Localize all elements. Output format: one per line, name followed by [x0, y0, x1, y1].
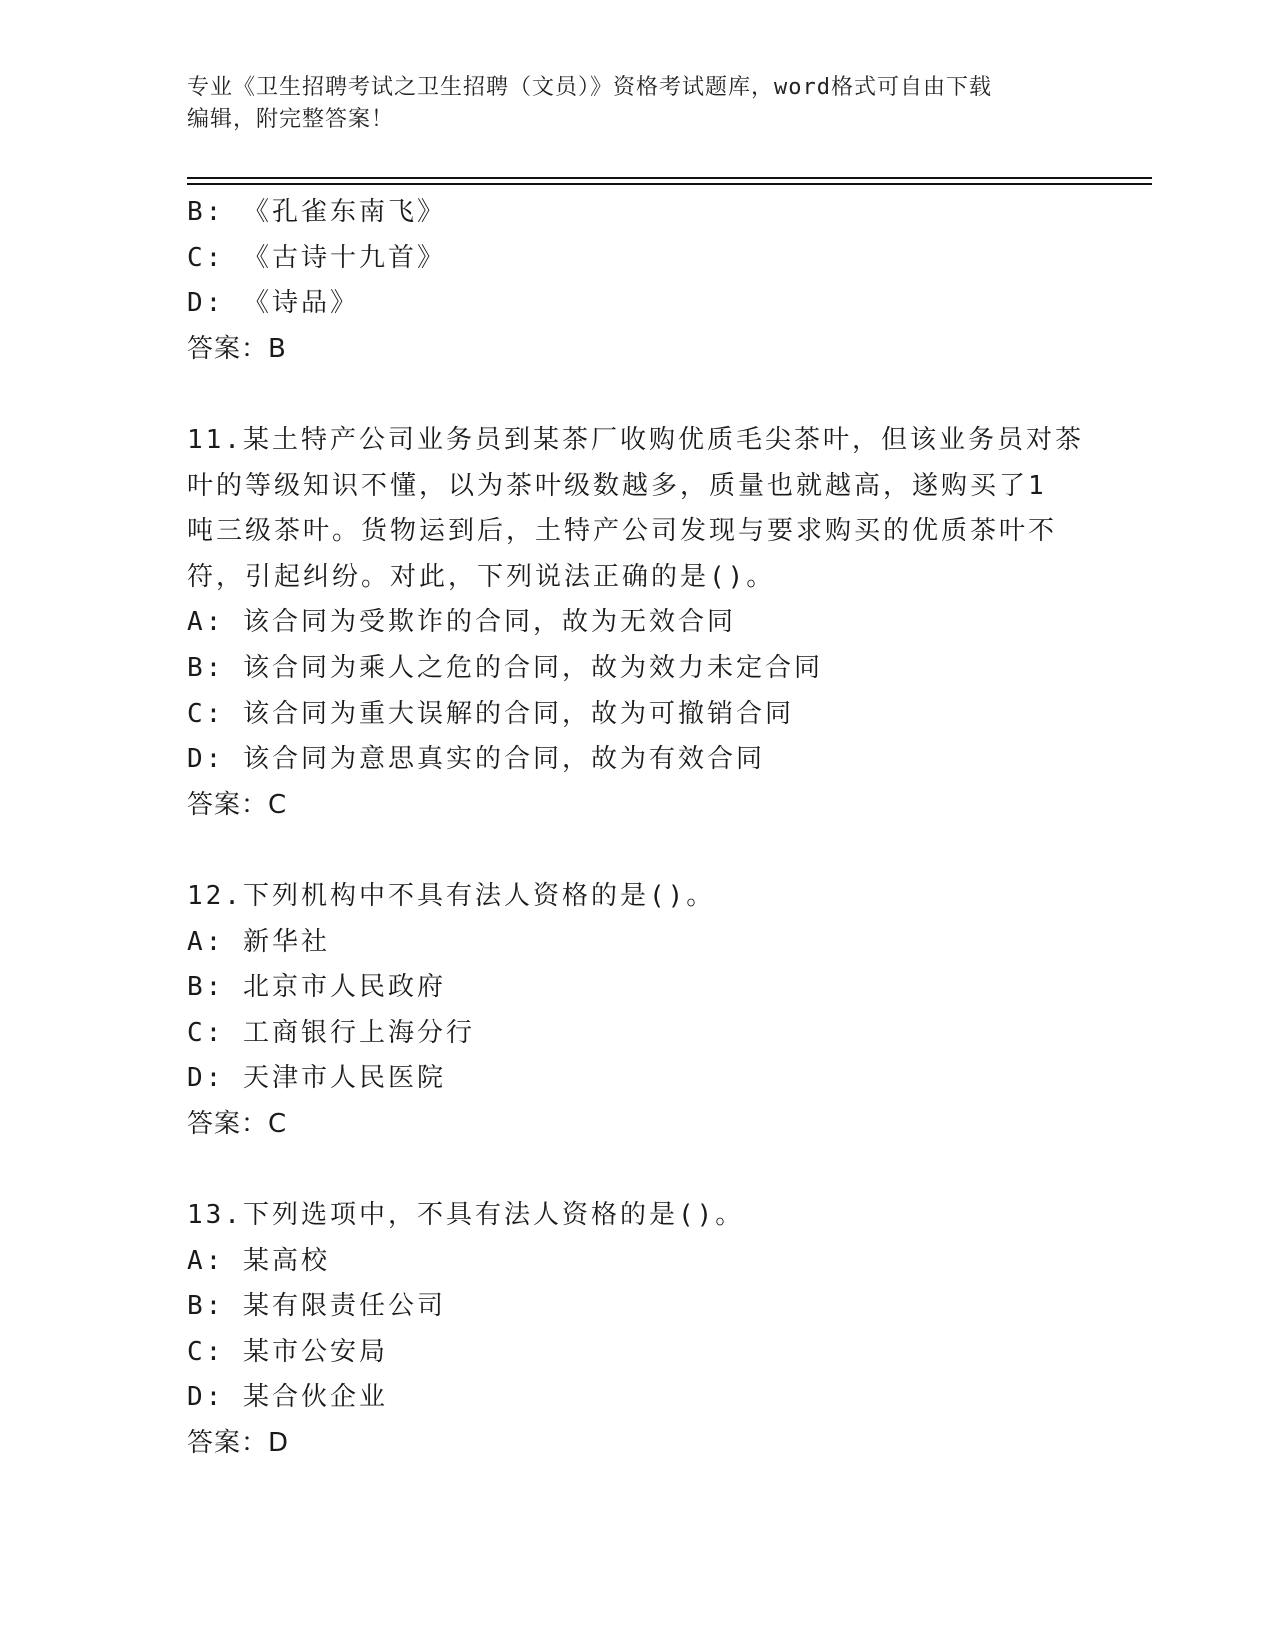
spacer — [187, 828, 1087, 874]
question-stem-line: 13.下列选项中，不具有法人资格的是()。 — [187, 1200, 745, 1231]
question-11 — [187, 418, 1087, 828]
option-c: C: 《古诗十九首》 — [187, 242, 446, 273]
option-c: C: 某市公安局 — [187, 1336, 388, 1367]
question-stem-line: 吨三级茶叶。货物运到后，土特产公司发现与要求购买的优质茶叶不 — [187, 516, 1058, 547]
option-c: C: 该合同为重大误解的合同，故为可撤销合同 — [187, 698, 794, 729]
question-stem-line: 符，引起纠纷。对此，下列说法正确的是()。 — [187, 561, 776, 592]
question-stem-line: 11.某土特产公司业务员到某茶厂收购优质毛尖茶叶，但该业务员对茶 — [187, 424, 1084, 455]
question-13 — [187, 1193, 1087, 1467]
option-a: A: 新华社 — [187, 926, 330, 957]
option-d: D: 天津市人民医院 — [187, 1063, 446, 1094]
page-header — [187, 72, 1087, 136]
spacer — [187, 372, 1087, 418]
question-list — [187, 190, 1087, 1467]
question-10-continued — [187, 190, 1087, 372]
header-divider-top — [187, 177, 1152, 179]
option-b: B: 北京市人民政府 — [187, 972, 446, 1003]
question-stem-line: 叶的等级知识不懂，以为茶叶级数越多，质量也就越高，遂购买了1 — [187, 470, 1047, 501]
option-a: A: 某高校 — [187, 1245, 330, 1276]
option-b: B: 某有限责任公司 — [187, 1291, 446, 1322]
option-c: C: 工商银行上海分行 — [187, 1017, 475, 1048]
question-12 — [187, 874, 1087, 1148]
question-stem-line: 12.下列机构中不具有法人资格的是()。 — [187, 880, 716, 911]
header-line-1: 专业《卫生招聘考试之卫生招聘（文员）》资格考试题库，word格式可自由下载 — [187, 75, 992, 100]
option-b: B: 《孔雀东南飞》 — [187, 197, 446, 227]
header-divider-bottom — [187, 183, 1152, 185]
option-d: D: 《诗品》 — [187, 288, 359, 319]
spacer — [187, 1147, 1087, 1193]
option-d: D: 该合同为意思真实的合同，故为有效合同 — [187, 744, 765, 775]
answer-line: 答案：C — [187, 789, 288, 820]
answer-line: 答案：C — [187, 1108, 288, 1139]
option-a: A: 该合同为受欺诈的合同，故为无效合同 — [187, 607, 736, 638]
option-b: B: 该合同为乘人之危的合同，故为效力未定合同 — [187, 652, 823, 683]
answer-line: 答案：B — [187, 333, 287, 364]
header-line-2: 编辑，附完整答案！ — [187, 107, 395, 132]
option-d: D: 某合伙企业 — [187, 1382, 388, 1413]
answer-line: 答案：D — [187, 1428, 290, 1459]
